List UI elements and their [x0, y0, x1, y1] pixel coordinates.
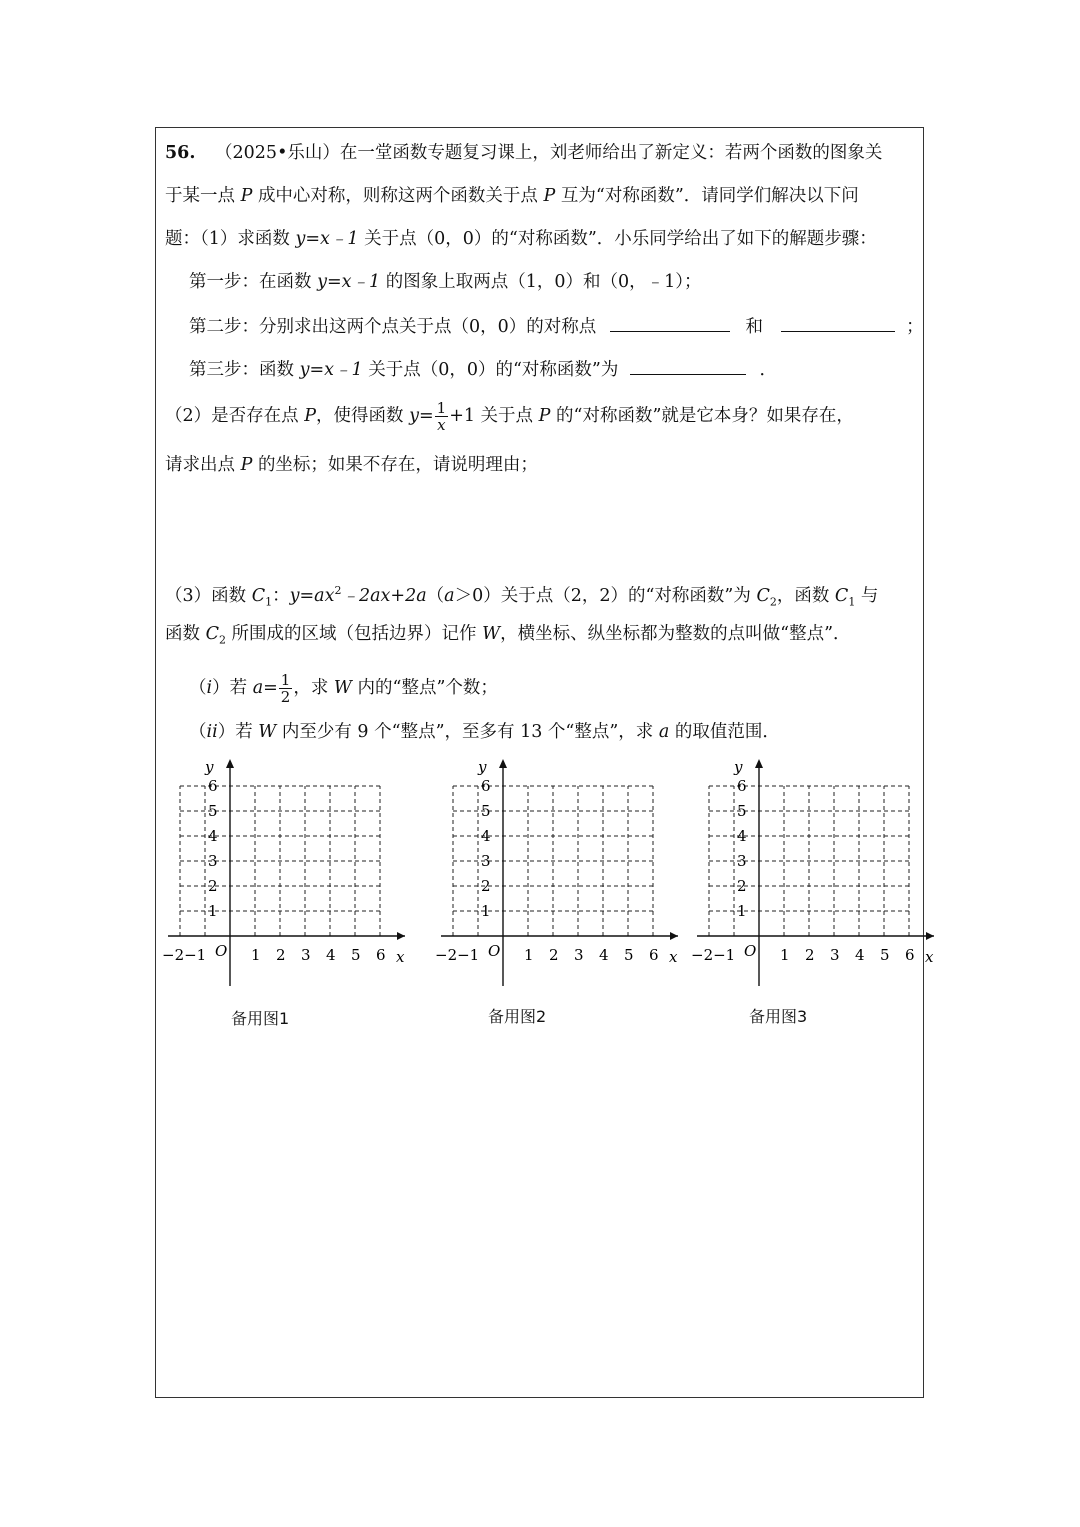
y-axis-label: y — [734, 758, 743, 776]
question-3-line-2: 函数 $C_2$ 所围成的区域（包括边界）记作 W，横坐标、纵坐标都为整数的点叫做“整点”． — [165, 624, 851, 647]
y-axis-arrow — [499, 759, 507, 768]
question-3-i: （i）若 a= $\frac{1}{2}$ ，求 W 内的“整点”个数； — [189, 671, 498, 706]
negative-tick-labels: −2−1 — [691, 946, 736, 964]
x-axis-arrow — [670, 932, 678, 940]
x-tick-label: 6 — [376, 946, 386, 964]
question-3-ii: （ii）若 W 内至少有 9 个“整点”，至多有 13 个“整点”，求 a 的取值范围． — [189, 722, 780, 742]
y-tick-label: 1 — [208, 902, 218, 920]
y-tick-label: 2 — [481, 877, 491, 895]
x-tick-label: 3 — [574, 946, 584, 964]
answer-blank-1[interactable] — [610, 313, 730, 332]
origin-label: O — [488, 942, 501, 960]
x-tick-label: 5 — [880, 946, 890, 964]
problem-number: 56. — [165, 143, 196, 163]
y-tick-label: 6 — [481, 777, 491, 795]
x-axis-label: x — [925, 948, 934, 966]
y-tick-label: 4 — [481, 827, 491, 845]
origin-label: O — [215, 942, 228, 960]
graph-caption-1: 备用图1 — [231, 1009, 290, 1028]
x-tick-label: 6 — [905, 946, 915, 964]
y-tick-label: 6 — [208, 777, 218, 795]
step-3: 第三步：函数 y=x﹣1 关于点（0，0）的“对称函数”为 ． — [189, 356, 777, 382]
x-tick-label: 3 — [301, 946, 311, 964]
x-axis-arrow — [397, 932, 405, 940]
y-axis-arrow — [755, 759, 763, 768]
problem-line-1: 56. （2025•乐山）在一堂函数专题复习课上，刘老师给出了新定义：若两个函数的图象关 — [165, 143, 883, 163]
y-tick-label: 4 — [737, 827, 747, 845]
fraction-1-over-x: $\frac{1}{x}$ — [436, 399, 447, 434]
x-tick-label: 1 — [251, 946, 261, 964]
y-tick-label: 5 — [208, 802, 218, 820]
x-axis-label: x — [669, 948, 678, 966]
y-tick-label: 2 — [208, 877, 218, 895]
x-axis-arrow — [926, 932, 934, 940]
fraction-1-over-2: $\frac{1}{2}$ — [280, 671, 291, 706]
y-tick-label: 2 — [737, 877, 747, 895]
y-tick-label: 5 — [481, 802, 491, 820]
x-tick-label: 2 — [276, 946, 286, 964]
y-tick-label: 4 — [208, 827, 218, 845]
grid-svg — [160, 755, 410, 990]
graph-caption-2: 备用图2 — [488, 1007, 547, 1026]
problem-line-2: 于某一点 P 成中心对称，则称这两个函数关于点 P 互为“对称函数”．请同学们解决以下问 — [165, 186, 859, 206]
question-3-line-1: （3）函数 $C_1$：$y=ax^2﹣2ax+2a(a>0)$关于点（2，2）的“对称函数”为 $C_2$，函数 $C_1$ 与 — [165, 584, 879, 609]
grid-svg — [689, 755, 939, 990]
y-axis-label: y — [205, 758, 214, 776]
x-tick-label: 1 — [780, 946, 790, 964]
x-tick-label: 5 — [351, 946, 361, 964]
origin-label: O — [744, 942, 757, 960]
y-axis-label: y — [478, 758, 487, 776]
y-axis-arrow — [226, 759, 234, 768]
question-2-line-1: （2）是否存在点 P，使得函数 y= $\frac{1}{x}$ +1 关于点 P 的“对称函数”就是它本身？如果存在， — [165, 399, 854, 434]
question-2-line-2: 请求出点 P 的坐标；如果不存在，请说明理由； — [165, 455, 538, 475]
x-tick-label: 2 — [805, 946, 815, 964]
y-tick-label: 3 — [737, 852, 747, 870]
x-tick-label: 4 — [855, 946, 865, 964]
coordinate-grid-2 — [433, 755, 683, 994]
answer-blank-3[interactable] — [630, 356, 746, 375]
problem-source: （2025•乐山） — [215, 143, 340, 163]
x-tick-label: 2 — [549, 946, 559, 964]
y-tick-label: 1 — [737, 902, 747, 920]
y-tick-label: 3 — [208, 852, 218, 870]
negative-tick-labels: −2−1 — [435, 946, 480, 964]
y-tick-label: 5 — [737, 802, 747, 820]
y-tick-label: 6 — [737, 777, 747, 795]
x-tick-label: 4 — [326, 946, 336, 964]
x-tick-label: 1 — [524, 946, 534, 964]
coordinate-grid-3 — [689, 755, 939, 994]
graph-caption-3: 备用图3 — [749, 1007, 808, 1026]
x-tick-label: 6 — [649, 946, 659, 964]
grid-svg — [433, 755, 683, 990]
coordinate-grid-1 — [160, 755, 410, 994]
x-tick-label: 4 — [599, 946, 609, 964]
step-1: 第一步：在函数 y=x﹣1 的图象上取两点（1，0）和（0，﹣1）； — [189, 272, 702, 292]
step-2: 第二步：分别求出这两个点关于点（0，0）的对称点 和 ； — [189, 313, 924, 339]
x-tick-label: 3 — [830, 946, 840, 964]
negative-tick-labels: −2−1 — [162, 946, 207, 964]
y-tick-label: 1 — [481, 902, 491, 920]
x-axis-label: x — [396, 948, 405, 966]
x-tick-label: 5 — [624, 946, 634, 964]
problem-line-3: 题：（1）求函数 y=x﹣1 关于点（0，0）的“对称函数”．小乐同学给出了如下的解题步骤： — [165, 229, 877, 249]
y-tick-label: 3 — [481, 852, 491, 870]
answer-blank-2[interactable] — [781, 313, 895, 332]
